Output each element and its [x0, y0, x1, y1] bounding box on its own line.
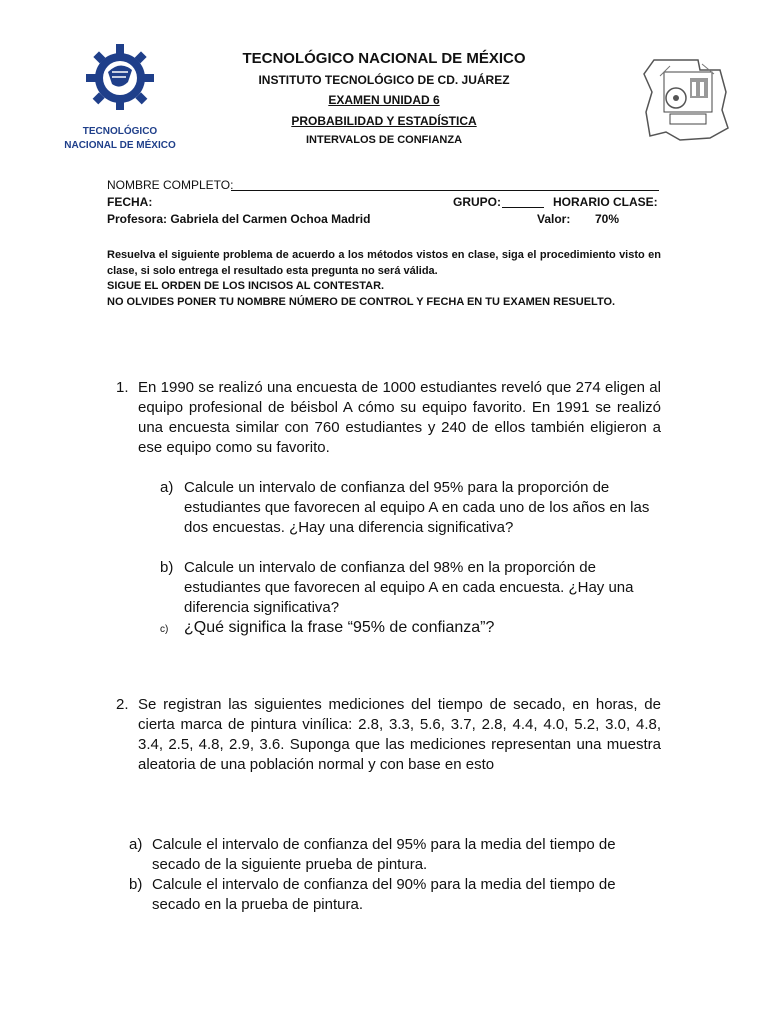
institution-title: TECNOLÓGICO NACIONAL DE MÉXICO — [242, 50, 526, 67]
name-row — [107, 178, 659, 194]
group-label: GRUPO: — [453, 195, 501, 209]
question-2a-label: a) — [129, 836, 143, 853]
tecnm-logo-line2: NACIONAL DE MÉXICO — [64, 140, 176, 151]
question-2-number: 2. — [116, 696, 129, 713]
subject-title: PROBABILIDAD Y ESTADÍSTICA — [291, 114, 477, 128]
question-1c-label: c) — [160, 624, 169, 635]
question-1b-text: Calcule un intervalo de confianza del 98% en la proporción de estudiantes que favorecen al equipo A en cada encuesta. ¿Hay una diferencia significativa? — [184, 559, 634, 616]
question-1a-text: Calcule un intervalo de confianza del 95% para la proporción de estudiantes que favorecen al equipo A en cada uno de los años en las dos encuestas. ¿Hay una diferencia significativa? — [184, 479, 650, 536]
value-amount: 70% — [595, 212, 620, 226]
question-1b-label: b) — [160, 559, 174, 576]
question-2b-text: Calcule el intervalo de confianza del 90% para la media del tiempo de secado en la prueba de pintura. — [152, 876, 616, 913]
question-1-number: 1. — [116, 379, 129, 396]
question-2-text: Se registran las siguientes mediciones del tiempo de secado, en horas, de cierta marca de pintura vinílica: 2.8, 3.3, 5.6, 3.7, 2.8, 4.4, 4.0, 5.2, 3.0, 4.8, 3.4, 2.5, 4.8, 2.9, 3.6. Suponga que las mediciones representan una muestra aleatoria de una población normal y con base en esto — [138, 696, 661, 773]
value-label: Valor: — [537, 212, 571, 226]
schedule-label: HORARIO CLASE: — [553, 195, 658, 209]
instruction-3: NO OLVIDES PONER TU NOMBRE NÚMERO DE CONTROL Y FECHA EN TU EXAMEN RESUELTO. — [107, 295, 616, 308]
teacher-name: Profesora: Gabriela del Carmen Ochoa Madrid — [107, 212, 371, 226]
instruction-2: SIGUE EL ORDEN DE LOS INCISOS AL CONTESTAR. — [107, 280, 385, 292]
question-1a-label: a) — [160, 479, 174, 496]
question-1-text: En 1990 se realizó una encuesta de 1000 estudiantes reveló que 274 eligen al equipo profesional de béisbol A cómo su equipo favorito. En 1991 se realizó una encuesta similar con 760 estudiantes y 240 de ellos también eligieron a ese equipo como su favorito. — [138, 379, 661, 456]
topic-title: INTERVALOS DE CONFIANZA — [305, 134, 463, 146]
date-label: FECHA: — [107, 195, 153, 209]
question-2a-text: Calcule el intervalo de confianza del 95% para la media del tiempo de secado de la siguiente prueba de pintura. — [152, 836, 616, 873]
group-blank[interactable] — [502, 207, 544, 208]
name-blank[interactable] — [231, 190, 659, 191]
question-2b-label: b) — [129, 876, 143, 893]
question-1c-text: ¿Qué significa la frase “95% de confianza”? — [184, 619, 495, 636]
instruction-1: Resuelva el siguiente problema de acuerdo a los métodos vistos en clase, siga el procedimiento visto en clase, si solo entrega el resultado esta pregunta no será válida. — [107, 249, 661, 277]
campus-title: INSTITUTO TECNOLÓGICO DE CD. JUÁREZ — [258, 73, 510, 87]
name-label: NOMBRE COMPLETO: — [107, 178, 234, 192]
exam-title: EXAMEN UNIDAD 6 — [328, 93, 440, 107]
tecnm-logo-line1: TECNOLÓGICO — [82, 126, 158, 137]
instructions — [107, 248, 661, 310]
